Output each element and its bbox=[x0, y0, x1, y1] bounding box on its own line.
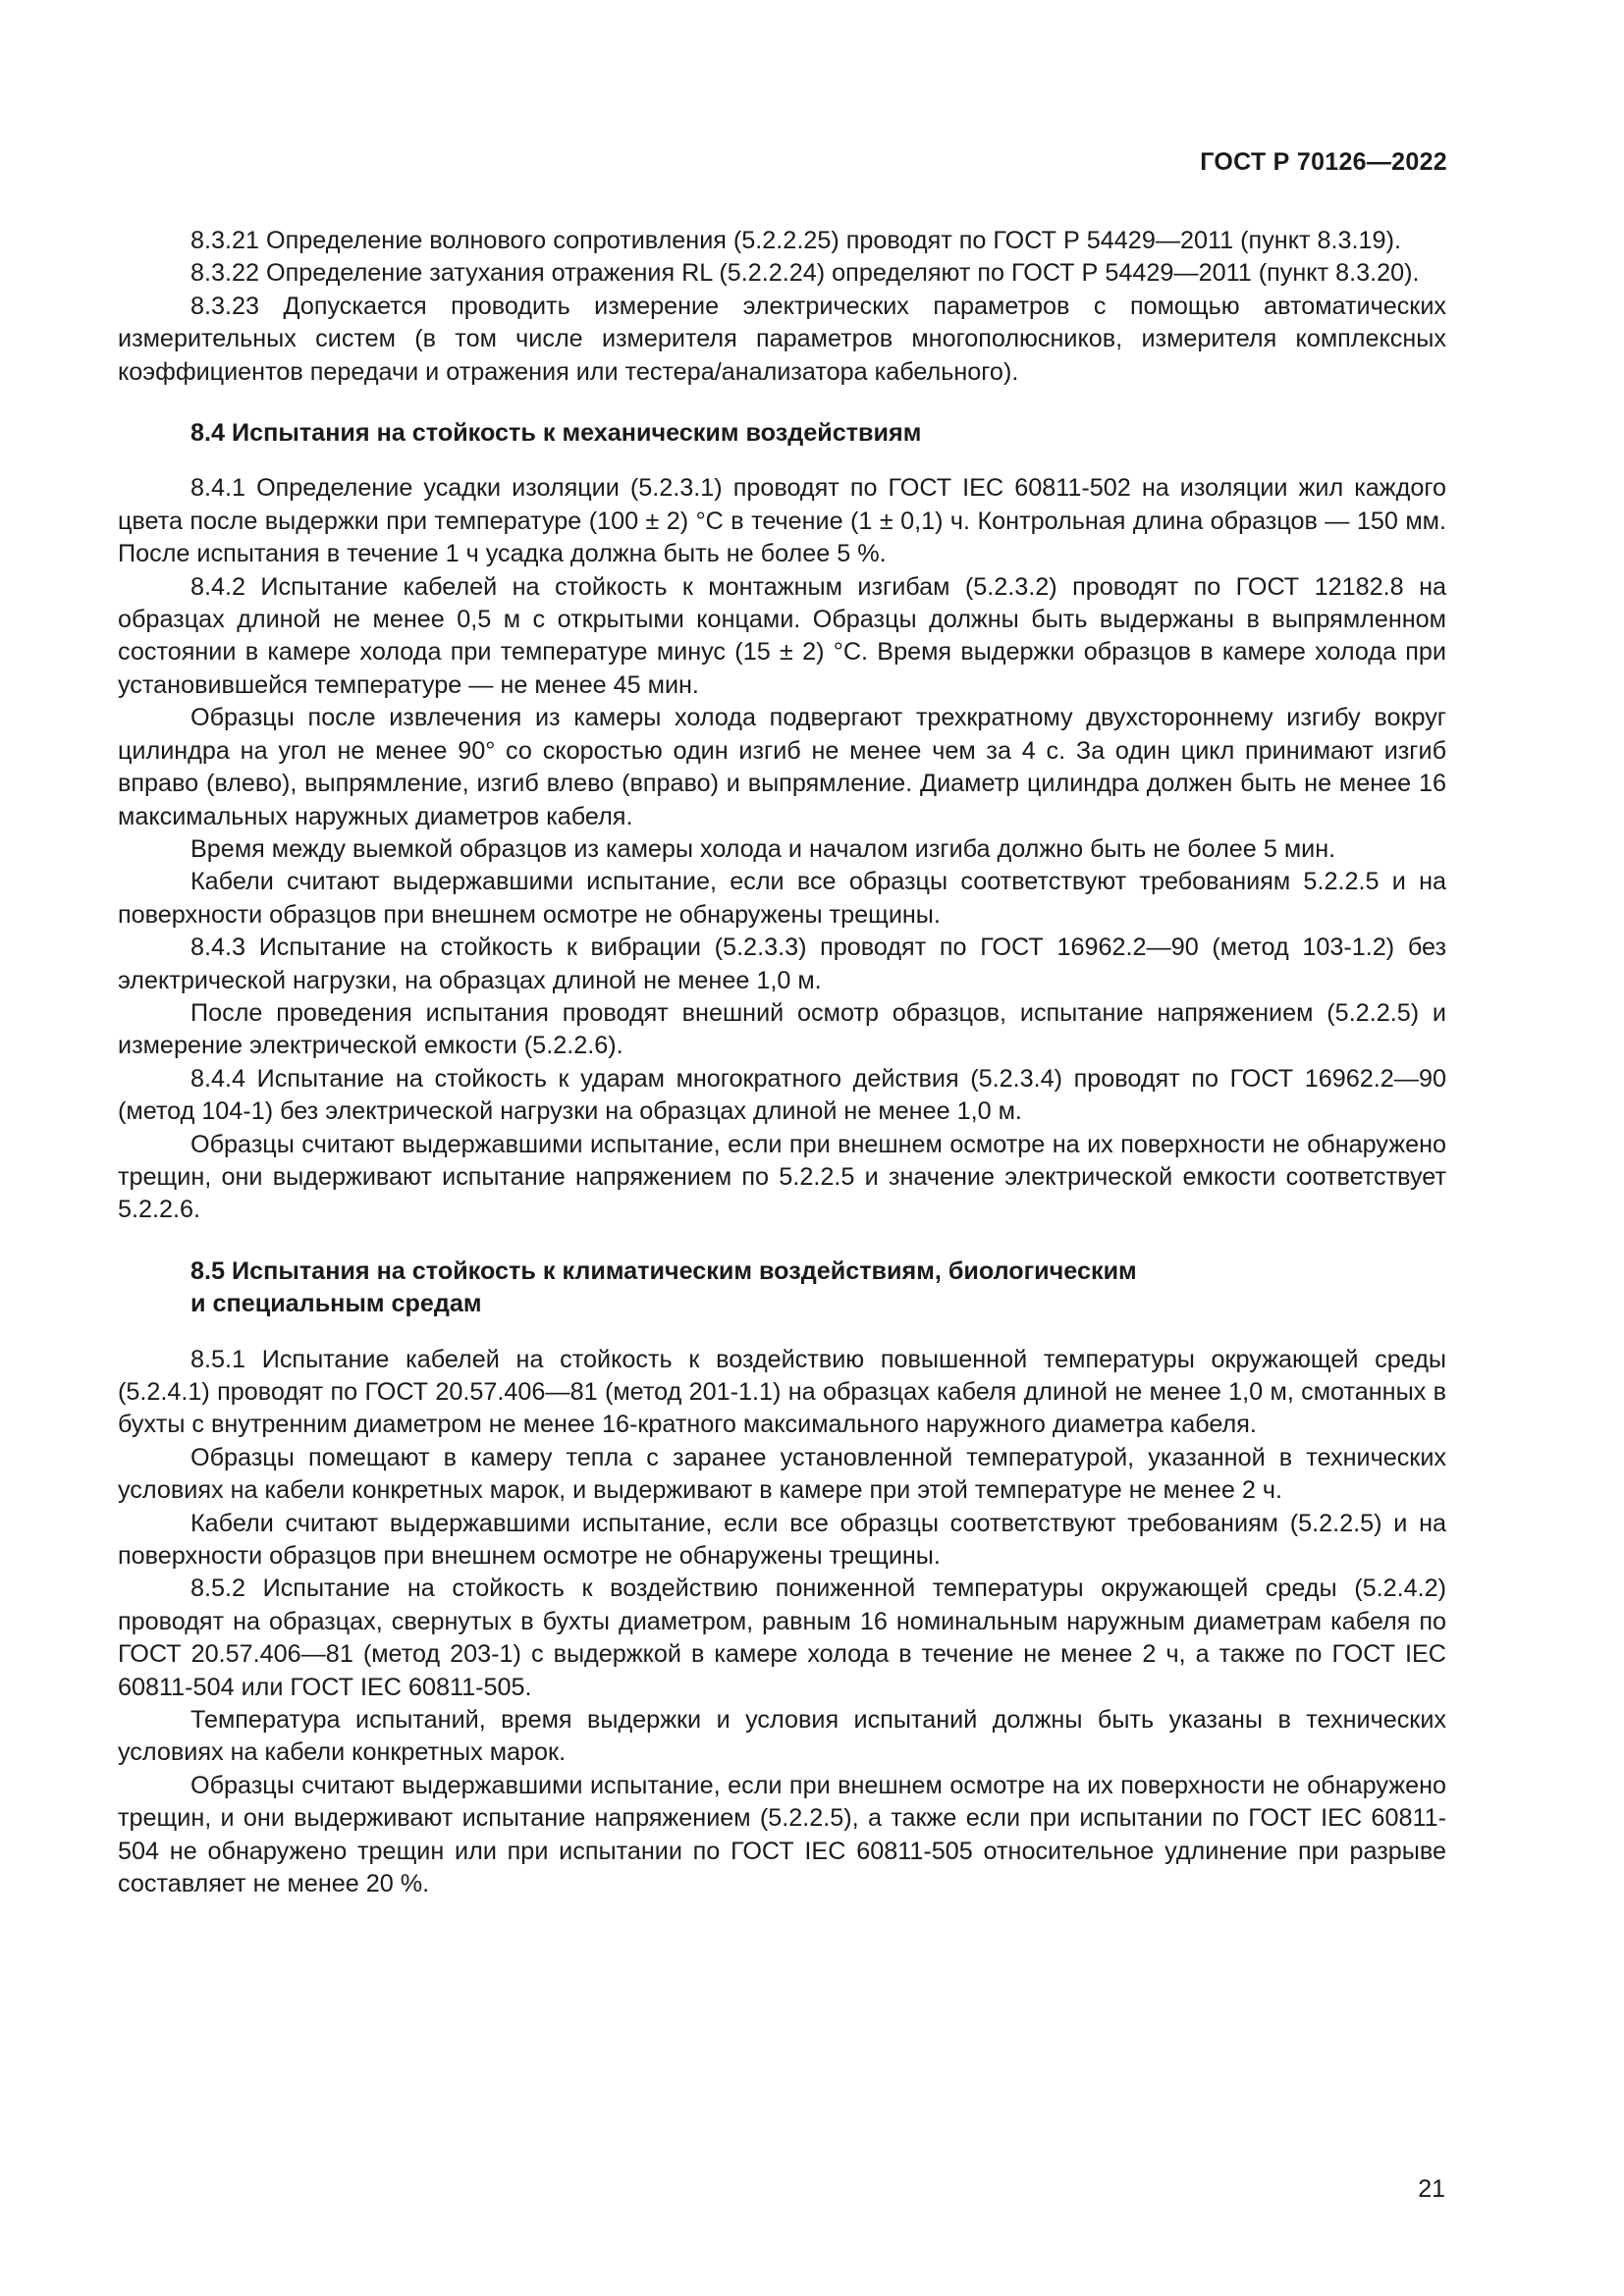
page-number: 21 bbox=[1418, 2175, 1445, 2203]
paragraph-8-4-4-b: Образцы считают выдержавшими испытание, если при внешнем осмотре на их поверхности не обнаружено трещин, они выдерживают испытание напряжением по 5.2.2.5 и значение электрической емкости соответствует 5.2.2.6. bbox=[118, 1130, 1446, 1224]
paragraph-8-4-2-b: Образцы после извлечения из камеры холода подвергают трехкратному двухстороннему изгибу вокруг цилиндра на угол не менее 90° со скоростью один изгиб не менее чем за 4 с. За один цикл принимают изгиб вправо (влево), выпрямление, изгиб влево (вправо) и выпрямление. Диаметр цилиндра должен быть не менее 16 максимальных наружных диаметров кабеля. bbox=[118, 704, 1446, 830]
paragraph-8-3-22: 8.3.22 Определение затухания отражения RL (5.2.2.24) определяют по ГОСТ Р 54429—2011 (пункт 8.3.20). bbox=[190, 259, 1420, 288]
paragraph-8-5-1-b: Образцы помещают в камеру тепла с заранее установленной температурой, указанной в технических условиях на кабели конкретных марок, и выдерживают в камере при этой температуре не менее 2 ч. bbox=[118, 1443, 1446, 1505]
paragraph-8-5-2-b: Температура испытаний, время выдержки и условия испытаний должны быть указаны в технических условиях на кабели конкретных марок. bbox=[118, 1706, 1446, 1767]
paragraph-8-4-1: 8.4.1 Определение усадки изоляции (5.2.3.1) проводят по ГОСТ IEC 60811-502 на изоляции жил каждого цвета после выдержки при температуре (100 ± 2) °С в течение (1 ± 0,1) ч. Контрольная длина образцов — 150 мм. После испытания в течение 1 ч усадка должна быть не более 5 %. bbox=[118, 474, 1446, 568]
paragraph-8-5-2-c: Образцы считают выдержавшими испытание, если при внешнем осмотре на их поверхности не обнаружено трещин, и они выдерживают испытание напряжением (5.2.2.5), а также если при испытании по ГОСТ IEC 60811-504 не обнаружено трещин или при испытании по ГОСТ IEC 60811-505 относительное удлинение при разрыве составляет не менее 20 %. bbox=[118, 1771, 1446, 1898]
paragraph-8-5-1-c: Кабели считают выдержавшими испытание, если все образцы соответствуют требованиям (5.2.2.5) и на поверхности образцов при внешнем осмотре не обнаружены трещины. bbox=[118, 1509, 1446, 1571]
document-body bbox=[118, 225, 1446, 1901]
standard-id-header: ГОСТ Р 70126—2022 bbox=[1200, 148, 1447, 176]
paragraph-8-4-3: 8.4.3 Испытание на стойкость к вибрации (5.2.3.3) проводят по ГОСТ 16962.2—90 (метод 103-1.2) без электрической нагрузки, на образцах длиной не менее 1,0 м. bbox=[118, 934, 1446, 994]
section-heading-8-5-line-2: и специальным средам bbox=[190, 1290, 482, 1318]
section-heading-8-5 bbox=[118, 1255, 1446, 1321]
paragraph-8-4-2-d: Кабели считают выдержавшими испытание, если все образцы соответствуют требованиям 5.2.2.5 и на поверхности образцов при внешнем осмотре не обнаружены трещины. bbox=[118, 868, 1446, 929]
paragraph-8-3-21: 8.3.21 Определение волнового сопротивления (5.2.2.25) проводят по ГОСТ Р 54429—2011 (пункт 8.3.19). bbox=[190, 227, 1401, 254]
paragraph-8-4-2: 8.4.2 Испытание кабелей на стойкость к монтажным изгибам (5.2.3.2) проводят по ГОСТ 12182.8 на образцах длиной не менее 0,5 м с открытыми концами. Образцы должны быть выдержаны в выпрямленном состоянии в камере холода при температуре минус (15 ± 2) °С. Время выдержки образцов в камере холода при установившейся температуре — не менее 45 мин. bbox=[118, 572, 1446, 699]
paragraph-8-4-3-b: После проведения испытания проводят внешний осмотр образцов, испытание напряжением (5.2.2.5) и измерение электрической емкости (5.2.2.6). bbox=[118, 998, 1446, 1060]
paragraph-8-4-2-c: Время между выемкой образцов из камеры холода и началом изгиба должно быть не более 5 мин. bbox=[190, 834, 1336, 863]
paragraph-8-5-2: 8.5.2 Испытание на стойкость к воздействию пониженной температуры окружающей среды (5.2.4.2) проводят на образцах, свернутых в бухты диаметром, равным 16 номинальным наружным диаметрам кабеля по ГОСТ 20.57.406—81 (метод 203-1) с выдержкой в камере холода в течение не менее 2 ч, а также по ГОСТ IEC 60811-504 или ГОСТ IEC 60811-505. bbox=[118, 1575, 1446, 1701]
paragraph-8-4-4: 8.4.4 Испытание на стойкость к ударам многократного действия (5.2.3.4) проводят по ГОСТ 16962.2—90 (метод 104-1) без электрической нагрузки на образцах длиной не менее 1,0 м. bbox=[118, 1064, 1446, 1126]
section-heading-8-5-line-1: 8.5 Испытания на стойкость к климатическим воздействиям, биологическим bbox=[190, 1256, 1137, 1285]
paragraph-8-3-23: 8.3.23 Допускается проводить измерение электрических параметров с помощью автоматических измерительных систем (в том числе измерителя параметров многополюсников, измерителя комплексных коэффициентов передачи и отражения или тестера/анализатора кабельного). bbox=[118, 292, 1446, 386]
section-heading-8-4: 8.4 Испытания на стойкость к механическим воздействиям bbox=[190, 419, 922, 448]
paragraph-8-5-1: 8.5.1 Испытание кабелей на стойкость к воздействию повышенной температуры окружающей среды (5.2.4.1) проводят по ГОСТ 20.57.406—81 (метод 201-1.1) на образцах кабеля длиной не менее 1,0 м, смотанных в бухты с внутренним диаметром не менее 16-кратного максимального наружного диаметра кабеля. bbox=[118, 1345, 1446, 1439]
